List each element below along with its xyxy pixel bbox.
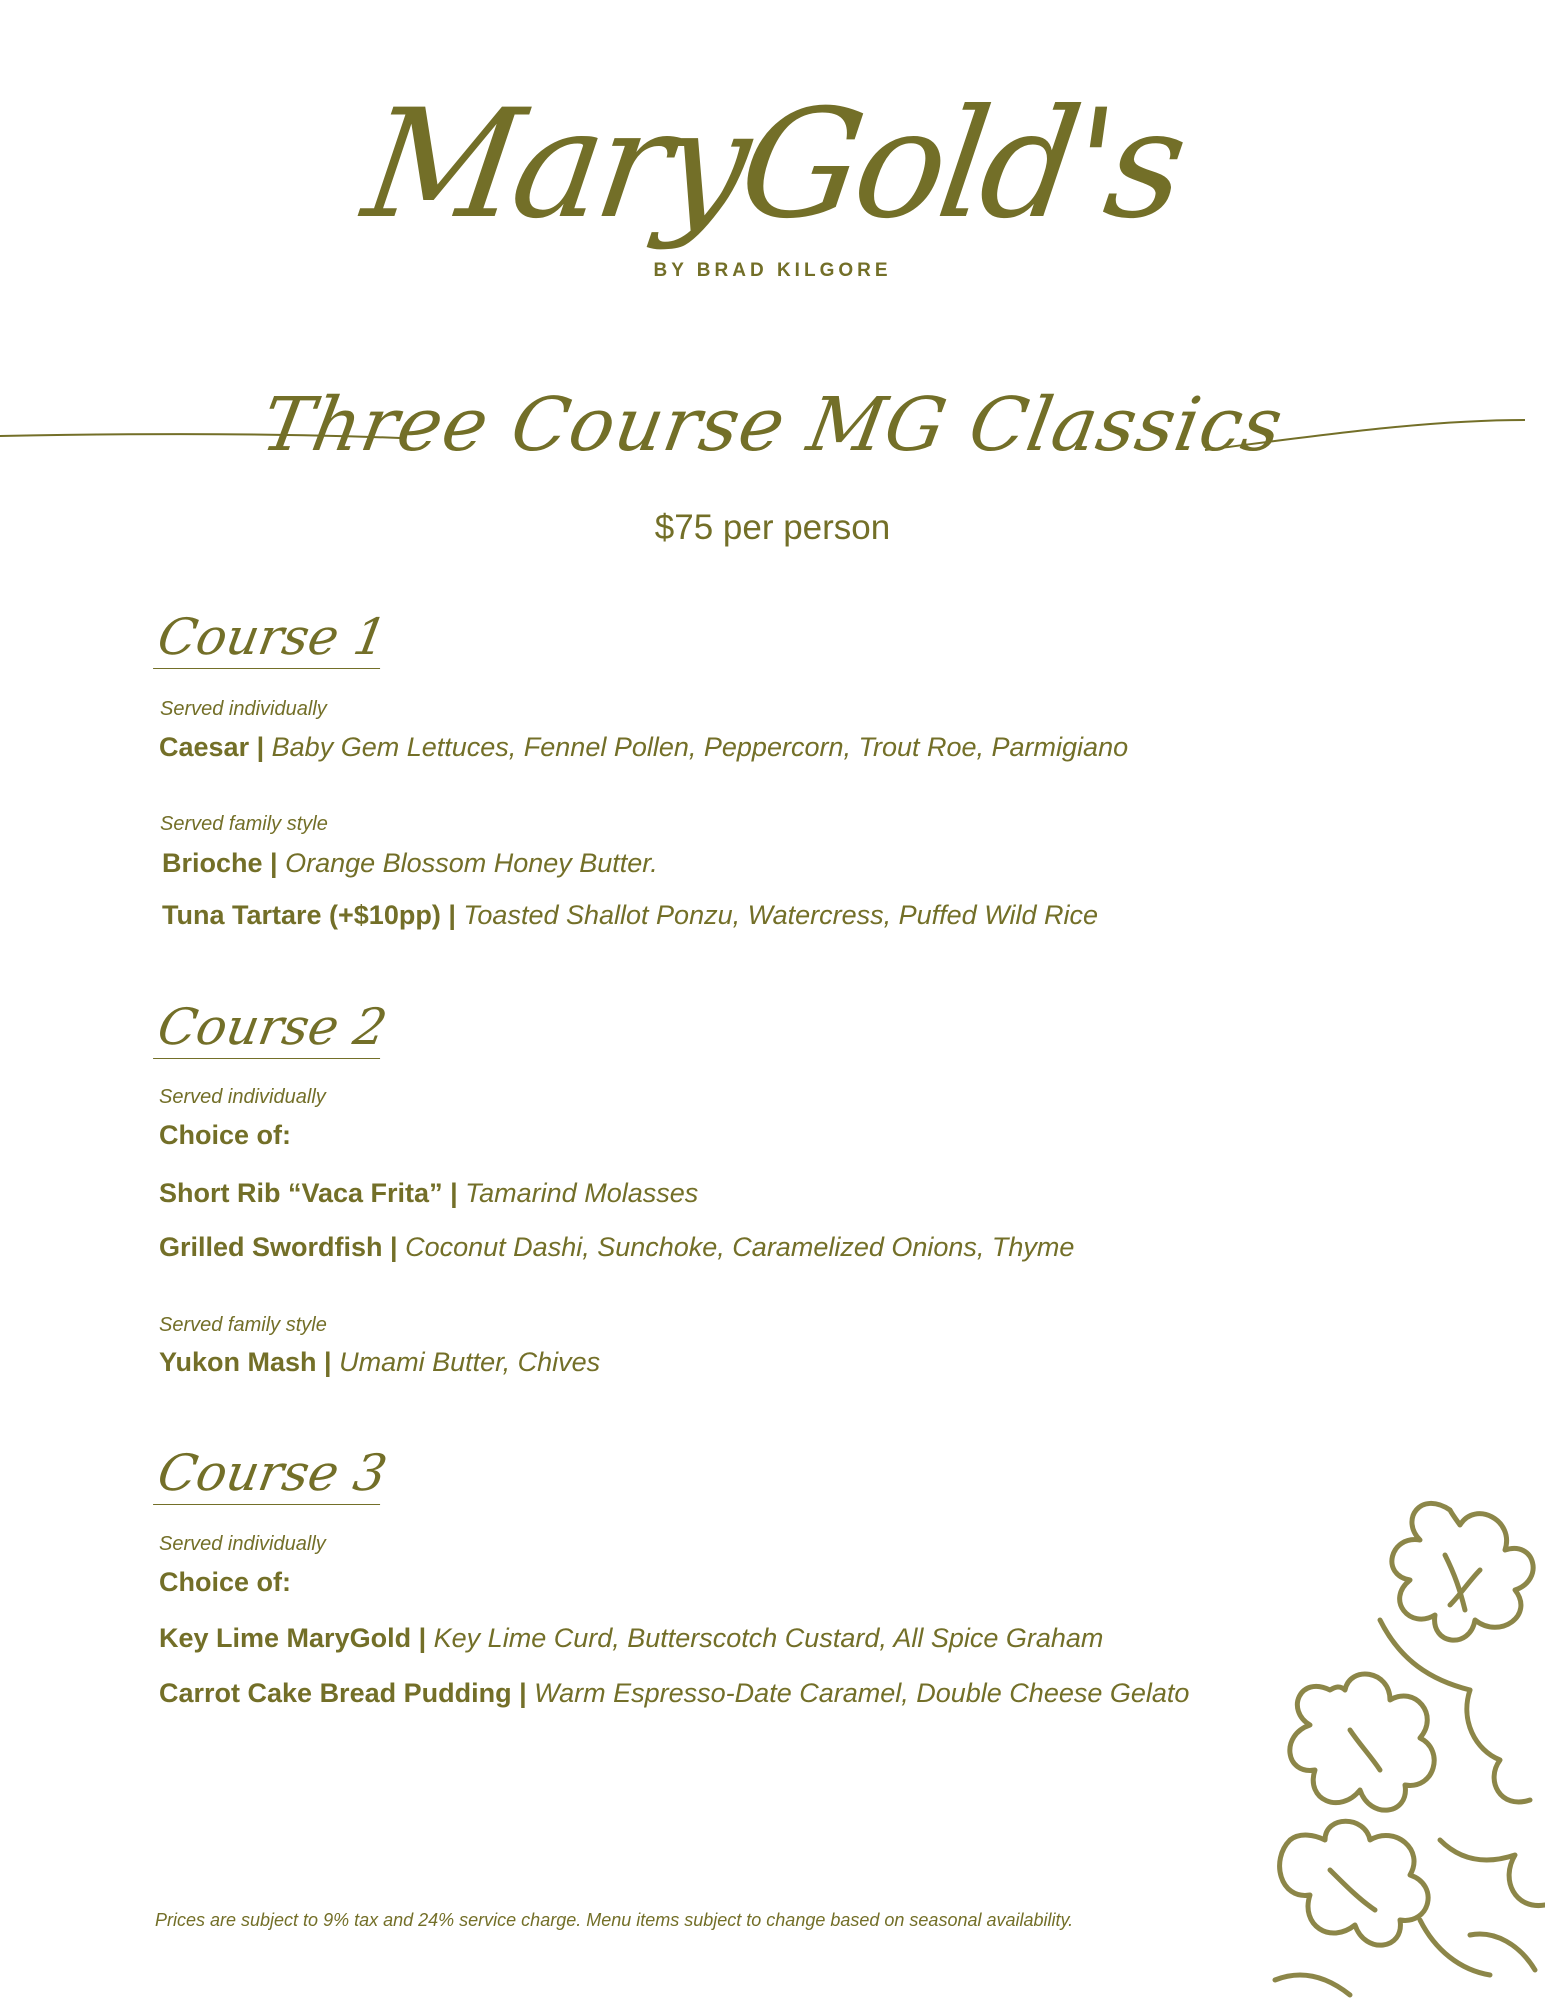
- item-name: Caesar |: [159, 732, 265, 762]
- item-name: Carrot Cake Bread Pudding |: [159, 1678, 527, 1708]
- menu-title-block: [0, 380, 1545, 490]
- course-3-note-individual: Served individually: [159, 1533, 326, 1555]
- menu-item-carrot-cake: [159, 1678, 1189, 1709]
- menu-item-key-lime: [159, 1623, 1103, 1654]
- course-3-choice-label: Choice of:: [159, 1567, 291, 1597]
- item-description: Coconut Dashi, Sunchoke, Caramelized Onions, Thyme: [405, 1232, 1075, 1262]
- price-per-person: $75 per person: [654, 508, 891, 547]
- item-description: Key Lime Curd, Butterscotch Custard, All Spice Graham: [433, 1623, 1104, 1653]
- course-2-heading: Course 2: [153, 1002, 390, 1059]
- course-1-note-individual: Served individually: [160, 698, 327, 720]
- item-description: Tamarind Molasses: [465, 1178, 699, 1208]
- menu-item-yukon-mash: [159, 1347, 600, 1378]
- item-name: Yukon Mash |: [159, 1347, 332, 1377]
- menu-item-caesar: [159, 732, 1128, 763]
- item-description: Toasted Shallot Ponzu, Watercress, Puffed Wild Rice: [463, 900, 1098, 930]
- course-3-heading: Course 3: [153, 1448, 390, 1505]
- logo: [0, 78, 1545, 282]
- floral-illustration-icon: [1270, 1480, 1545, 2000]
- footer-disclaimer: Prices are subject to 9% tax and 24% service charge. Menu items subject to change based on seasonal availability.: [155, 1910, 1074, 1930]
- menu-item-tuna-tartare: [162, 900, 1098, 931]
- logo-wordmark: MaryGold's: [354, 78, 1191, 252]
- item-name: Brioche |: [162, 848, 278, 878]
- course-2-choice-label: Choice of:: [159, 1120, 291, 1150]
- item-name: Tuna Tartare (+$10pp) |: [162, 900, 456, 930]
- item-description: Orange Blossom Honey Butter.: [285, 848, 658, 878]
- course-1-heading: Course 1: [153, 612, 390, 669]
- menu-item-swordfish: [159, 1232, 1074, 1263]
- menu-item-short-rib: [159, 1178, 698, 1209]
- menu-title: Three Course MG Classics: [255, 382, 1290, 468]
- item-name: Short Rib “Vaca Frita” |: [159, 1178, 458, 1208]
- course-2-note-individual: Served individually: [159, 1086, 326, 1108]
- item-name: Grilled Swordfish |: [159, 1232, 398, 1262]
- course-2-note-family: Served family style: [159, 1314, 327, 1336]
- item-description: Warm Espresso-Date Caramel, Double Cheese Gelato: [534, 1678, 1190, 1708]
- menu-item-brioche: [162, 848, 658, 879]
- item-description: Baby Gem Lettuces, Fennel Pollen, Peppercorn, Trout Roe, Parmigiano: [271, 732, 1129, 762]
- course-1-note-family: Served family style: [160, 813, 328, 835]
- logo-byline: BY BRAD KILGORE: [653, 260, 892, 281]
- item-description: Umami Butter, Chives: [339, 1347, 601, 1377]
- item-name: Key Lime MaryGold |: [159, 1623, 427, 1653]
